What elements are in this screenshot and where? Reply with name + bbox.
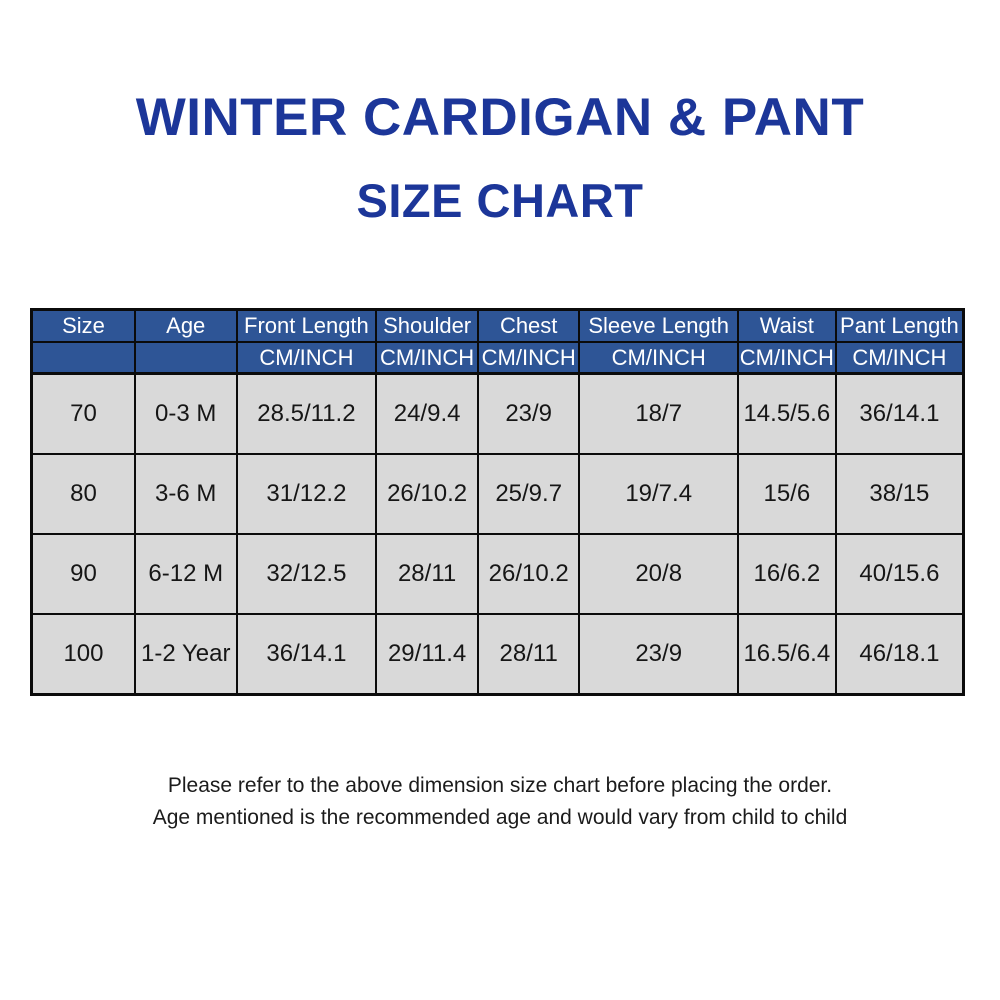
data-cell: 36/14.1 — [836, 374, 964, 455]
data-cell: 23/9 — [579, 614, 737, 695]
column-unit: CM/INCH — [376, 342, 478, 374]
data-cell: 90 — [32, 534, 135, 614]
column-unit: CM/INCH — [836, 342, 964, 374]
column-unit: CM/INCH — [738, 342, 836, 374]
table-row — [32, 614, 964, 695]
data-cell: 29/11.4 — [376, 614, 478, 695]
column-header: Age — [135, 310, 237, 343]
column-header: Size — [32, 310, 135, 343]
column-header: Waist — [738, 310, 836, 343]
column-unit: CM/INCH — [237, 342, 377, 374]
data-cell: 3-6 M — [135, 454, 237, 534]
data-cell: 31/12.2 — [237, 454, 377, 534]
footer-note-line1: Please refer to the above dimension size chart before placing the order. — [167, 774, 833, 797]
footer-note-line2: Age mentioned is the recommended age and would vary from child to child — [152, 806, 848, 829]
data-cell: 6-12 M — [135, 534, 237, 614]
footer-note — [0, 770, 1000, 834]
header-unit-row — [32, 342, 964, 374]
page-subtitle: SIZE CHART — [356, 174, 644, 227]
data-cell: 18/7 — [579, 374, 737, 455]
data-cell: 19/7.4 — [579, 454, 737, 534]
column-header: Chest — [478, 310, 580, 343]
data-cell: 26/10.2 — [376, 454, 478, 534]
data-cell: 14.5/5.6 — [738, 374, 836, 455]
header-label-row — [32, 310, 964, 343]
column-header: Front Length — [237, 310, 377, 343]
table-row — [32, 534, 964, 614]
data-cell: 25/9.7 — [478, 454, 580, 534]
data-cell: 80 — [32, 454, 135, 534]
data-cell: 1-2 Year — [135, 614, 237, 695]
data-cell: 16/6.2 — [738, 534, 836, 614]
data-cell: 100 — [32, 614, 135, 695]
data-cell: 15/6 — [738, 454, 836, 534]
data-cell: 28/11 — [376, 534, 478, 614]
data-cell: 23/9 — [478, 374, 580, 455]
column-unit — [32, 342, 135, 374]
data-cell: 28/11 — [478, 614, 580, 695]
data-cell: 26/10.2 — [478, 534, 580, 614]
data-cell: 46/18.1 — [836, 614, 964, 695]
data-cell: 20/8 — [579, 534, 737, 614]
data-cell: 24/9.4 — [376, 374, 478, 455]
size-table — [30, 308, 965, 696]
column-unit: CM/INCH — [579, 342, 737, 374]
table-body — [32, 374, 964, 695]
data-cell: 32/12.5 — [237, 534, 377, 614]
data-cell: 38/15 — [836, 454, 964, 534]
column-header: Pant Length — [836, 310, 964, 343]
column-unit: CM/INCH — [478, 342, 580, 374]
column-unit — [135, 342, 237, 374]
data-cell: 28.5/11.2 — [237, 374, 377, 455]
data-cell: 36/14.1 — [237, 614, 377, 695]
page-title: WINTER CARDIGAN & PANT — [135, 88, 865, 147]
table-row — [32, 374, 964, 455]
data-cell: 0-3 M — [135, 374, 237, 455]
table-row — [32, 454, 964, 534]
data-cell: 70 — [32, 374, 135, 455]
column-header: Sleeve Length — [579, 310, 737, 343]
data-cell: 40/15.6 — [836, 534, 964, 614]
table-header — [32, 310, 964, 374]
column-header: Shoulder — [376, 310, 478, 343]
data-cell: 16.5/6.4 — [738, 614, 836, 695]
